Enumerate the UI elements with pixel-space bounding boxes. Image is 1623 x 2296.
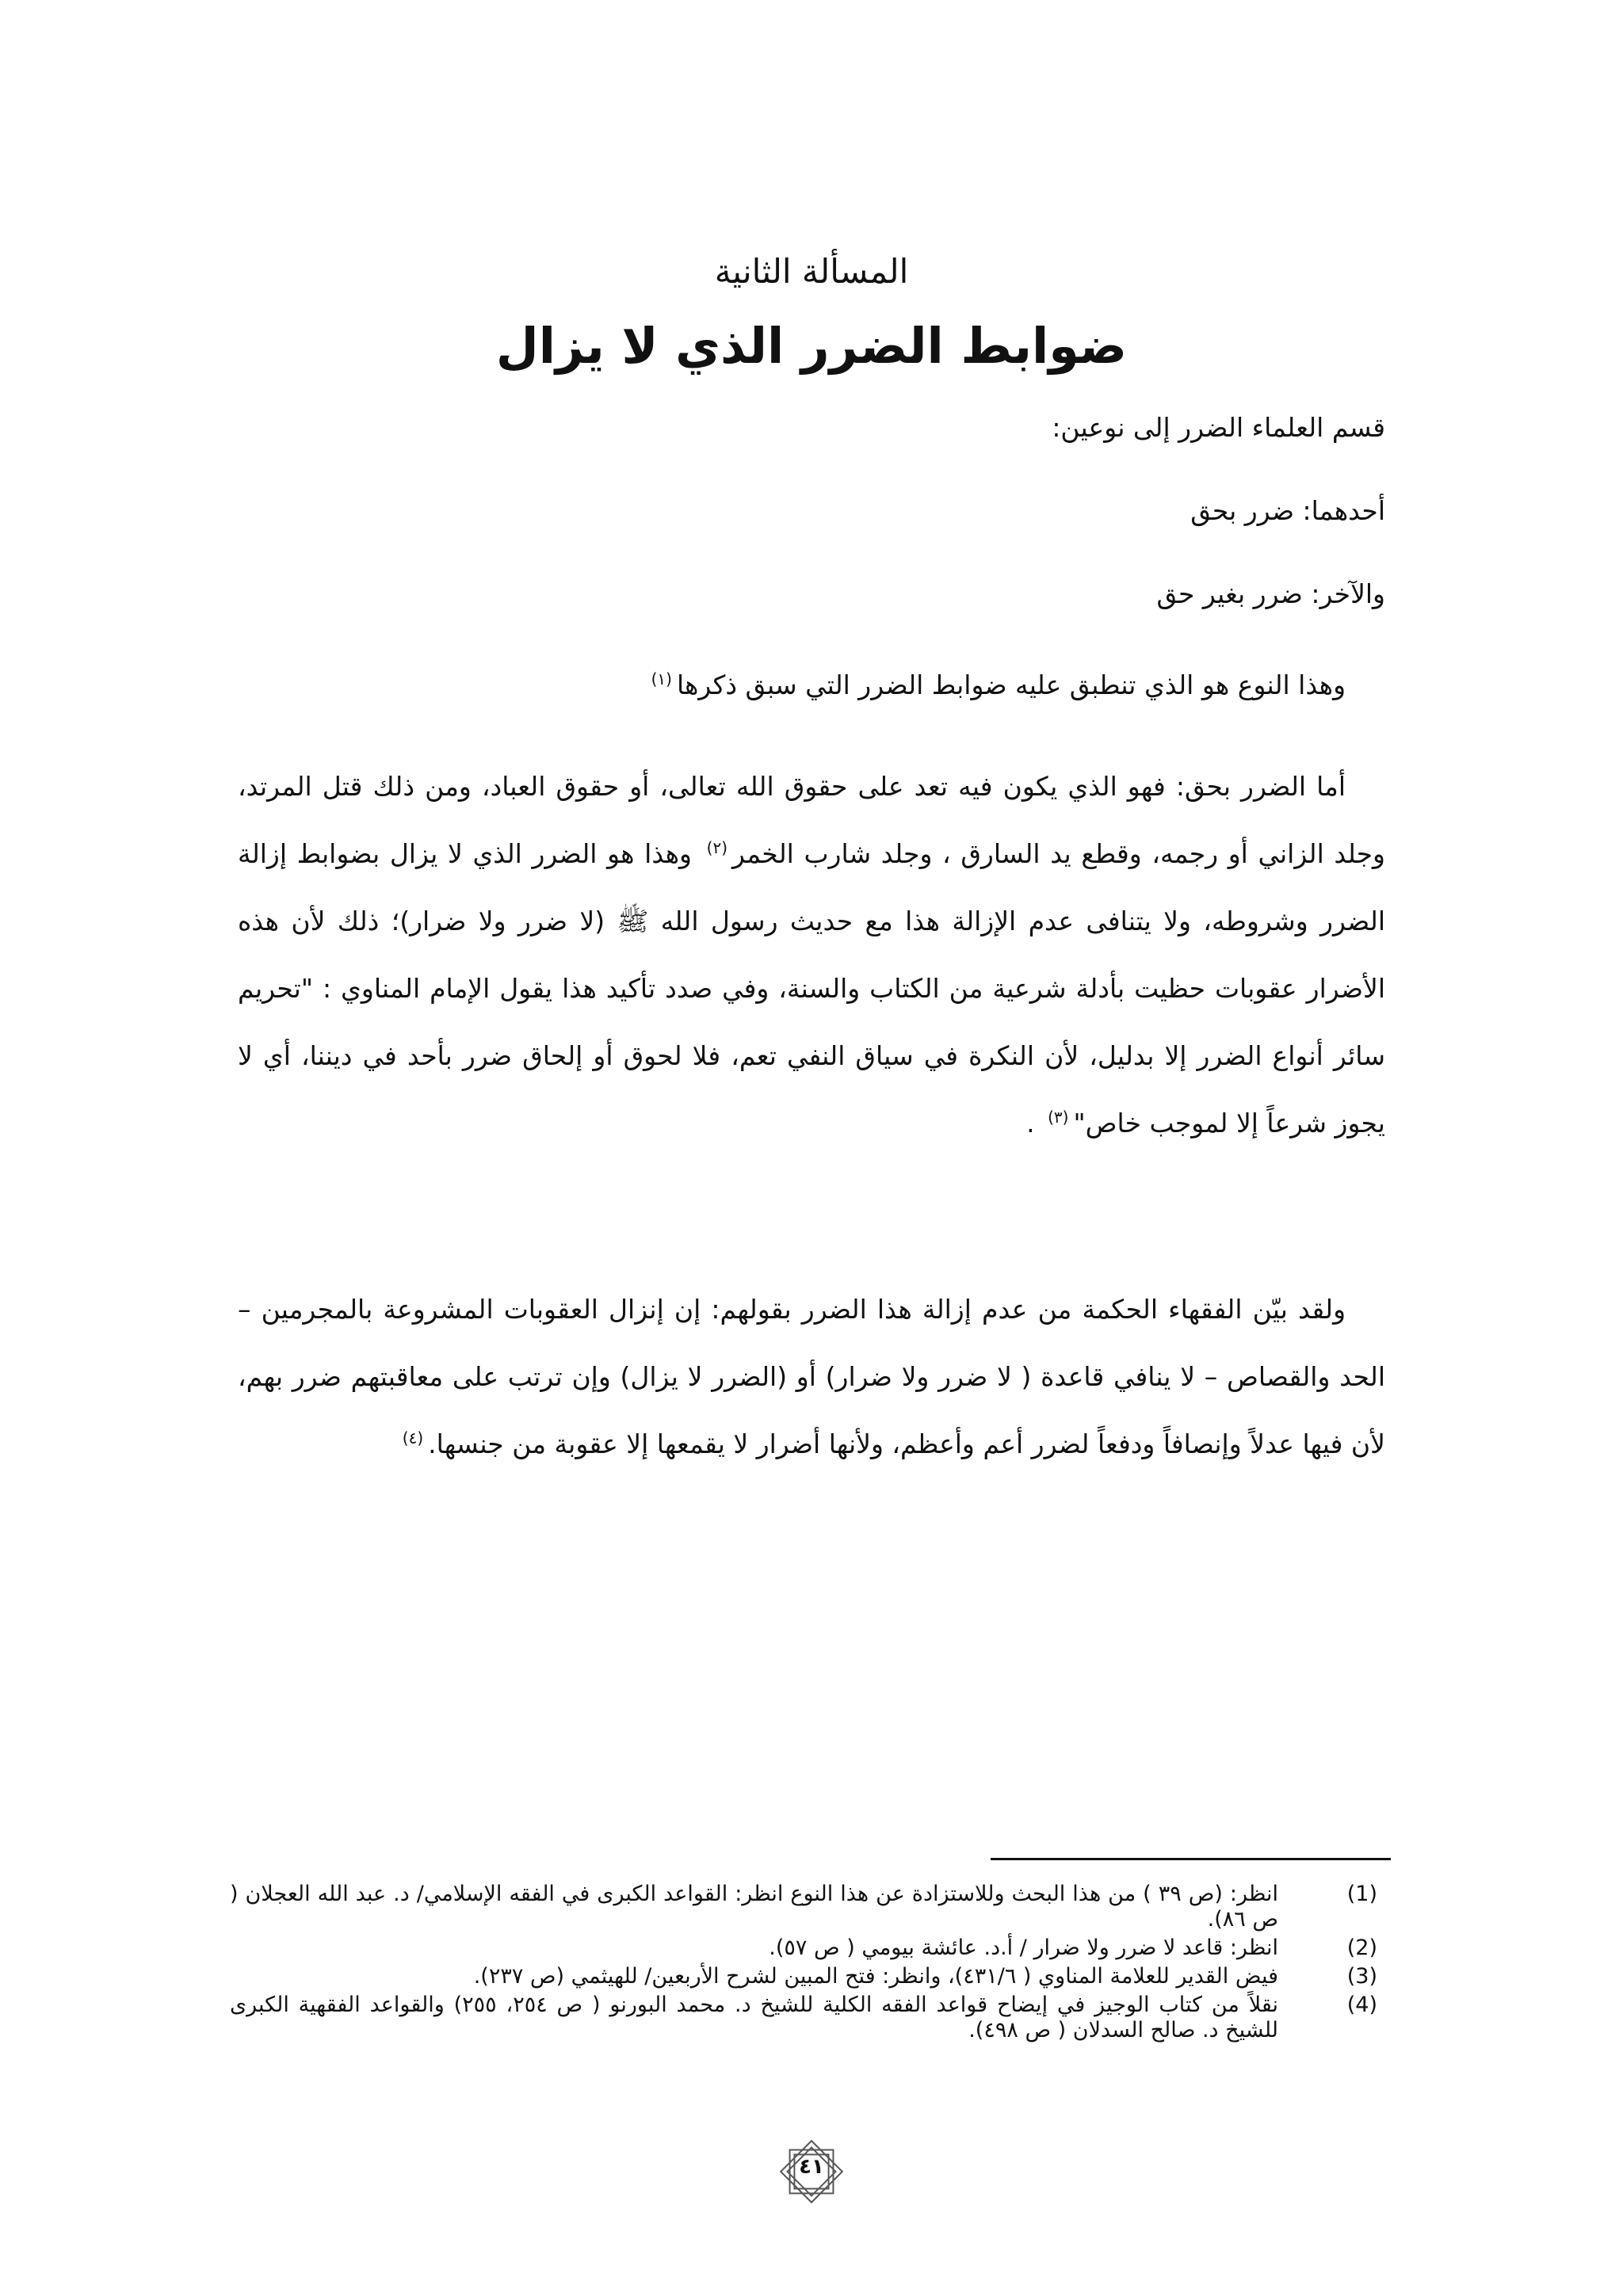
footnote-ref-2: (٢) bbox=[706, 838, 728, 857]
footnote-text: انظر: قاعد لا ضرر ولا ضرار / أ.د. عائشة بيومي ( ص ٥٧). bbox=[769, 1936, 1278, 1960]
page-number: ٤١ bbox=[799, 2155, 824, 2179]
footnote-4 bbox=[230, 1993, 1385, 2043]
paragraph-1-part-1: أما الضرر بحق: فهو الذي يكون فيه تعد على حقوق الله تعالى، أو حقوق العباد، ومن ذلك قتل المرتد، وجلد الزاني أو رجمه، وقطع يد السارق ، وجلد شارب الخمر bbox=[238, 771, 1385, 869]
footnote-separator bbox=[991, 1858, 1391, 1860]
paragraph-1-end: . bbox=[1026, 1108, 1035, 1138]
footnote-3 bbox=[230, 1964, 1385, 1989]
intro-line-1: قسم العلماء الضرر إلى نوعين: bbox=[1052, 412, 1385, 443]
paragraph-1-part-2: وهذا هو الضرر الذي لا يزال بضوابط إزالة الضرر وشروطه، ولا يتنافى عدم الإزالة هذا مع حديث رسول الله ﷺ (لا ضرر ولا ضرار)؛ ذلك لأن هذه الأضرار عقوبات حظيت بأدلة شرعية من الكتاب والسنة، وفي صدد تأكيد هذا يقول الإمام المناوي : "تحريم سائر أنواع الضرر إلا بدليل، لأن النكرة في سياق النفي تعم، فلا لحوق أو إلحاق ضرر بأحد في ديننا، أي لا يجوز شرعاً إلا لموجب خاص" bbox=[238, 838, 1385, 1138]
footnote-1 bbox=[230, 1882, 1385, 1932]
footnote-2 bbox=[230, 1936, 1385, 1961]
paragraph-2 bbox=[238, 1276, 1385, 1478]
footnote-text: نقلاً من كتاب الوجيز في إيضاح قواعد الفقه الكلية للشيخ د. محمد البورنو ( ص ٢٥٤، ٢٥٥) والقواعد الفقهية الكبرى للشيخ د. صالح السدلان ( ص ٤٩٨). bbox=[230, 1993, 1278, 2042]
footnote-ref-3: (٣) bbox=[1048, 1108, 1069, 1127]
footnote-text: انظر: (ص ٣٩ ) من هذا البحث وللاستزادة عن هذا النوع انظر: القواعد الكبرى في الفقه الإسلامي/ د. عبد الله العجلان ( ص ٨٦). bbox=[230, 1882, 1279, 1932]
footnote-number: (2) bbox=[1346, 1936, 1377, 1960]
intro-line-4 bbox=[647, 669, 1346, 700]
footnote-number: (1) bbox=[1346, 1882, 1377, 1906]
footnote-number: (4) bbox=[1346, 1993, 1377, 2017]
intro-line-3: والآخر: ضرر بغير حق bbox=[1156, 578, 1385, 609]
intro-line-2: أحدهما: ضرر بحق bbox=[1190, 495, 1385, 526]
section-subtitle: المسألة الثانية bbox=[714, 252, 909, 291]
footnote-number: (3) bbox=[1346, 1964, 1377, 1989]
footnote-text: فيض القدير للعلامة المناوي ( ٤٣١/٦)، وانظر: فتح المبين لشرح الأربعين/ للهيثمي (ص ٢٣٧). bbox=[473, 1964, 1278, 1989]
footnotes bbox=[230, 1882, 1385, 2046]
intro-line-4-text: وهذا النوع هو الذي تنطبق عليه ضوابط الضرر التي سبق ذكرها bbox=[676, 669, 1346, 700]
footnote-ref-1: (١) bbox=[651, 669, 672, 688]
footnote-ref-4: (٤) bbox=[402, 1428, 424, 1447]
paragraph-1 bbox=[238, 753, 1385, 1157]
paragraph-2-text: ولقد بيّن الفقهاء الحكمة من عدم إزالة هذا الضرر بقولهم: إن إنزال العقوبات المشروعة بالمجرمين – الحد والقصاص – لا ينافي قاعدة ( لا ضرر ولا ضرار) أو (الضرر لا يزال) وإن ترتب على معاقبتهم ضرر بهم، لأن فيها عدلاً وإنصافاً ودفعاً لضرر أعم وأعظم، ولأنها أضرار لا يقمعها إلا عقوبة من جنسها. bbox=[238, 1294, 1385, 1459]
section-title: ضوابط الضرر الذي لا يزال bbox=[495, 317, 1128, 375]
